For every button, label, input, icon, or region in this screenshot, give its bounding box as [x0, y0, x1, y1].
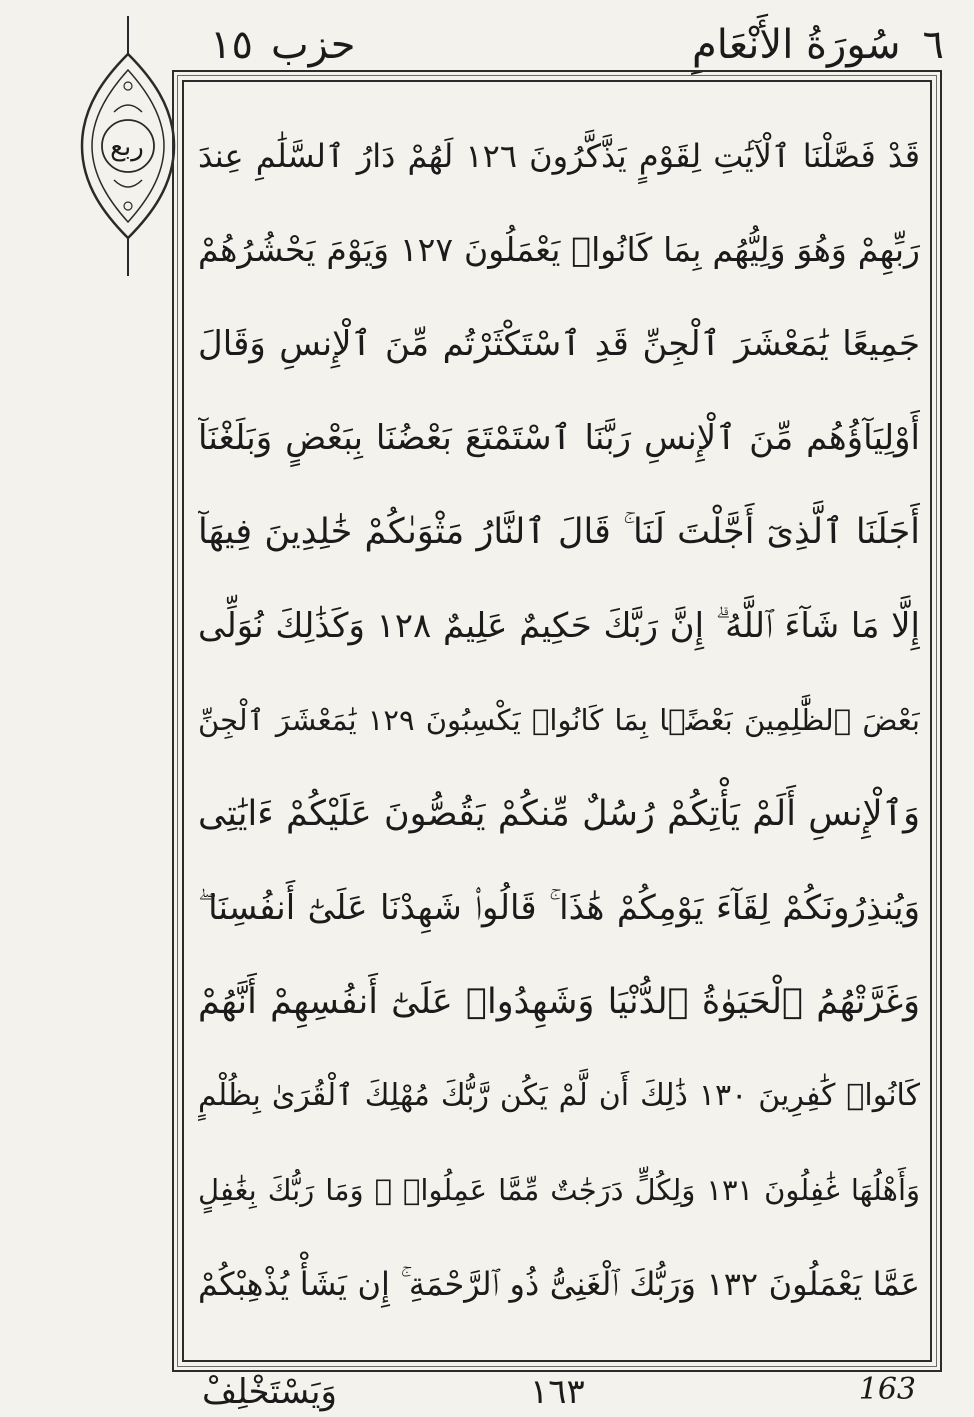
text-line-3: جَمِيعًا يَٰمَعْشَرَ ٱلْجِنِّ قَدِ ٱسْتَكْثَرْتُم مِّنَ ٱلْإِنسِ وَقَالَ — [198, 324, 920, 364]
hizb-label — [210, 22, 355, 68]
page-header — [170, 22, 944, 72]
text-line-9: وَيُنذِرُونَكُمْ لِقَآءَ يَوْمِكُمْ هَٰذَا ۚ قَالُوا۟ شَهِدْنَا عَلَىٰٓ أَنفُسِنَا ۖ — [198, 888, 920, 928]
text-line-4: أَوْلِيَآؤُهُم مِّنَ ٱلْإِنسِ رَبَّنَا ٱسْتَمْتَعَ بَعْضُنَا بِبَعْضٍ وَبَلَغْنَآ — [198, 418, 920, 458]
text-line-8: وَٱلْإِنسِ أَلَمْ يَأْتِكُمْ رُسُلٌ مِّنكُمْ يَقُصُّونَ عَلَيْكُمْ ءَايَٰتِى — [198, 794, 920, 834]
page-number-arabic: ١٦٣ — [530, 1372, 585, 1412]
page-number-latin: 163 — [858, 1372, 916, 1407]
text-line-12: وَأَهْلُهَا غَٰفِلُونَ ١٣١ وَلِكُلٍّ دَرَجَٰتٌ مِّمَّا عَمِلُوا۟ ۚ وَمَا رَبُّكَ بِغَٰفِلٍ — [198, 1173, 920, 1207]
text-line-5: أَجَلَنَا ٱلَّذِىٓ أَجَّلْتَ لَنَا ۚ قَالَ ٱلنَّارُ مَثْوَىٰكُمْ خَٰلِدِينَ فِيهَآ — [198, 512, 920, 552]
page-footer — [170, 1372, 942, 1412]
surah-number: ٦ — [922, 22, 944, 68]
surah-name: سُورَةُ الأَنْعَامِ — [692, 22, 901, 68]
text-line-7: بَعْضَ ٱلظَّٰلِمِينَ بَعْضًۢا بِمَا كَانُوا۟ يَكْسِبُونَ ١٢٩ يَٰمَعْشَرَ ٱلْجِنِّ — [198, 703, 920, 737]
rub-label: ربع — [110, 132, 144, 162]
hizb-number: ١٥ — [210, 22, 253, 68]
text-line-1: قَدْ فَصَّلْنَا ٱلْآيَٰتِ لِقَوْمٍ يَذَّكَّرُونَ ١٢٦ لَهُمْ دَارُ ٱلسَّلَٰمِ عِندَ — [198, 137, 920, 175]
text-line-2: رَبِّهِمْ وَهُوَ وَلِيُّهُم بِمَا كَانُوا۟ يَعْمَلُونَ ١٢٧ وَيَوْمَ يَحْشُرُهُمْ — [198, 230, 920, 269]
surah-title — [692, 22, 944, 68]
text-line-10: وَغَرَّتْهُمُ ٱلْحَيَوٰةُ ٱلدُّنْيَا وَشَهِدُوا۟ عَلَىٰٓ أَنفُسِهِمْ أَنَّهُمْ — [198, 982, 920, 1022]
catchword: وَيَسْتَخْلِفْ — [202, 1372, 337, 1412]
hizb-word: حزب — [270, 22, 356, 68]
text-block — [198, 118, 920, 1348]
text-line-13: عَمَّا يَعْمَلُونَ ١٣٢ وَرَبُّكَ ٱلْغَنِىُّ ذُو ٱلرَّحْمَةِ ۚ إِن يَشَأْ يُذْهِبْكُمْ — [198, 1265, 920, 1303]
text-line-11: كَانُوا۟ كَٰفِرِينَ ١٣٠ ذَٰلِكَ أَن لَّمْ يَكُن رَّبُّكَ مُهْلِكَ ٱلْقُرَىٰ بِظُلْمٍ — [198, 1078, 920, 1113]
text-line-6: إِلَّا مَا شَآءَ ٱللَّهُ ۗ إِنَّ رَبَّكَ حَكِيمٌ عَلِيمٌ ١٢٨ وَكَذَٰلِكَ نُوَلِّى — [198, 606, 920, 646]
